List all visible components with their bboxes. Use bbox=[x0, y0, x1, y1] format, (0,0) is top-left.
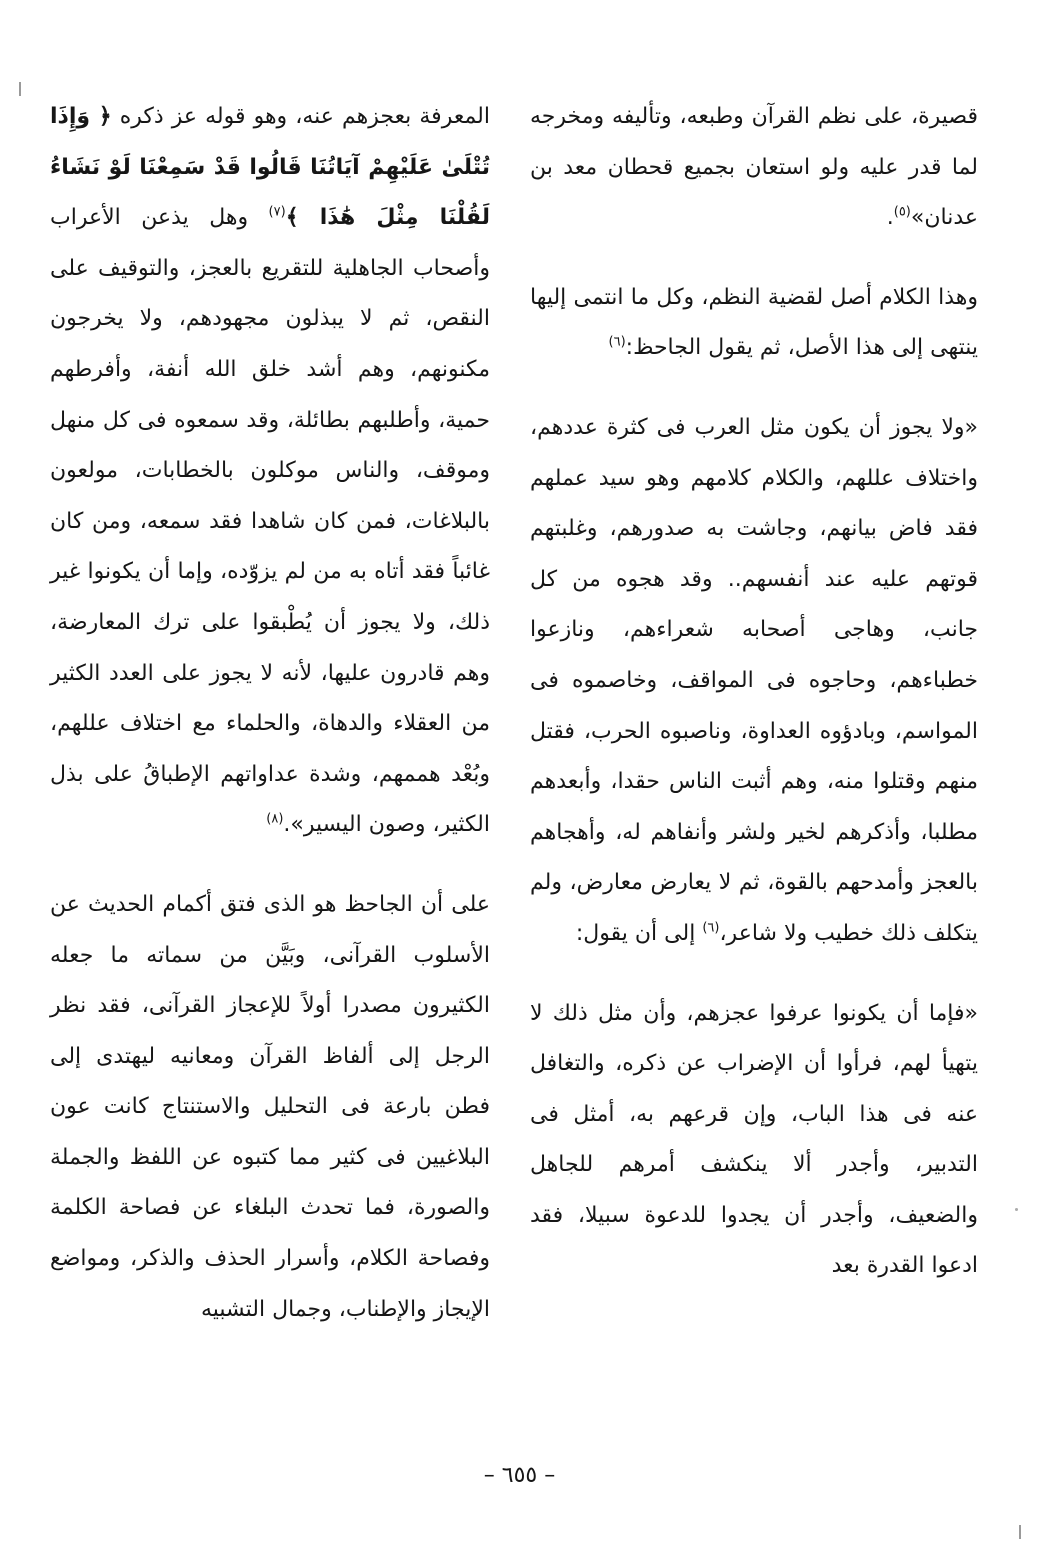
footnote-ref: (٨) bbox=[266, 811, 284, 827]
scan-edge-mark bbox=[1019, 1525, 1021, 1539]
left-paragraph-2: على أن الجاحظ هو الذى فتق أكمام الحديث عن الأسلوب القرآنى، وبَيَّن من سماته ما جعله الكثيرون مصدرا أولاً للإعجاز القرآنى، فقد نظر الرجل إلى ألفاظ القرآن ومعانيه ليهتدى إلى فطن بارعة فى التحليل والاستنتاج كانت عون البلاغيين فى كثير مما كتبوه عن اللفظ والجملة والصورة، فما تحدث البلغاء عن فصاحة الكلمة وفصاحة الكلام، وأسرار الحذف والذكر، ومواضع الإيجاز والإطناب، وجمال التشبيه bbox=[50, 891, 490, 1322]
right-paragraph-2: وهذا الكلام أصل لقضية النظم، وكل ما انتمى إليها ينتهى إلى هذا الأصل، ثم يقول الجاحظ:$^{(٦)}$ bbox=[530, 284, 978, 361]
right-paragraph-4: «فإما أن يكونوا عرفوا عجزهم، وأن مثل ذلك لا يتهيأ لهم، فرأوا أن الإضراب عن ذكره، والتغافل عنه فى هذا الباب، وإن قرعهم به، أمثل فى التدبير، وأجدر ألا ينكشف أمرهم للجاهل والضعيف، وأجدر أن يجدوا للدعوة سبيلا، فقد ادعوا القدرة بعد bbox=[530, 1000, 978, 1279]
left-text-column bbox=[50, 92, 490, 1335]
footnote-ref: (٦) bbox=[702, 920, 720, 936]
quran-verse: ﴿ وَإِذَا تُتْلَىٰ عَلَيْهِمْ آيَاتُنَا قَالُوا قَدْ سَمِعْنَا لَوْ نَشَاءُ لَقُلْنَا مِثْلَ هَٰذَا ﴾ bbox=[50, 104, 490, 231]
footnote-ref: (٥) bbox=[893, 204, 911, 220]
right-paragraph-1: قصيرة، على نظم القرآن وطبعه، وتأليفه ومخرجه لما قدر عليه ولو استعان بجميع قحطان معد بن عدنان»$^{(٥)}$. bbox=[530, 104, 978, 231]
right-paragraph-3: «ولا يجوز أن يكون مثل العرب فى كثرة عددهم، واختلاف عللهم، والكلام كلامهم وهو سيد عملهم فقد فاض بيانهم، وجاشت به صدورهم، وغلبتهم قوتهم عليه عند أنفسهم.. وقد هجوه من كل جانب، وهاجى أصحابه شعراءهم، ونازعوا خطباءهم، وحاجوه فى المواقف، وخاصموه فى المواسم، وبادؤوه العداوة، وناصبوه الحرب، فقتل منهم وقتلوا منه، وهم أثبت الناس حقدا، وأبعدهم مطلبا، وأذكرهم لخير ولشر وأنفاهم له، وأهجاهم بالعجز وأمدحهم بالقوة، ثم لا يعارض معارض، ولم يتكلف ذلك خطيب ولا شاعر،$^{(٦)}$ إلى أن يقول: bbox=[530, 414, 978, 946]
scan-speck bbox=[1015, 1208, 1018, 1211]
right-text-column bbox=[530, 92, 978, 1292]
scan-edge-mark bbox=[19, 82, 21, 96]
footnote-ref: (٧) bbox=[268, 204, 286, 220]
footnote-ref: (٦) bbox=[608, 335, 626, 351]
left-paragraph-1: المعرفة بعجزهم عنه، وهو قوله عز ذكره ﴿ وَإِذَا تُتْلَىٰ عَلَيْهِمْ آيَاتُنَا قَالُوا قَدْ سَمِعْنَا لَوْ نَشَاءُ لَقُلْنَا مِثْلَ هَٰذَا ﴾$^{(٧)}$ وهل يذعن الأعراب وأصحاب الجاهلية للتقريع بالعجز، والتوقيف على النقص، ثم لا يبذلون مجهودهم، ولا يخرجون مكنونهم، وهم أشد خلق الله أنفة، وأفرطهم حمية، وأطلبهم بطائلة، وقد سمعوه فى كل منهل وموقف، والناس موكلون بالخطابات، مولعون بالبلاغات، فمن كان شاهدا فقد سمعه، ومن كان غائباً فقد أتاه به من لم يزوّده، وإما أن يكونوا غير ذلك، ولا يجوز أن يُطْبقوا على ترك المعارضة، وهم قادرون عليها، لأنه لا يجوز على العدد الكثير من العقلاء والدهاة، والحلماء مع اختلاف عللهم، وبُعْد هممهم، وشدة عداواتهم الإطباقُ على بذل الكثير، وصون اليسير».$^{(٨)}$ bbox=[50, 104, 490, 838]
page-number: – ٦٥٥ – bbox=[483, 1463, 556, 1488]
